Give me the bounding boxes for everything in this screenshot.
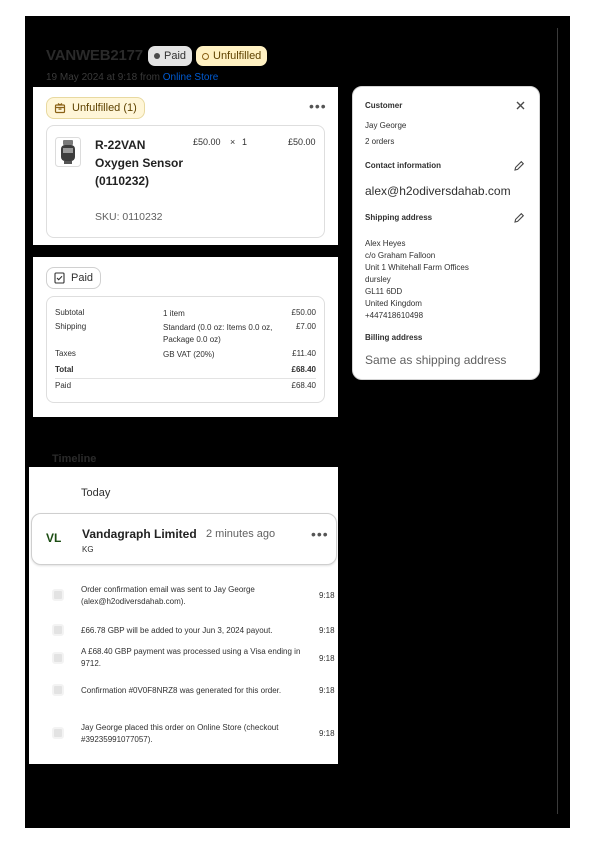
address-line: Alex Heyes: [365, 239, 406, 248]
shipping-heading: Shipping address: [365, 213, 433, 222]
customer-name[interactable]: Jay George: [365, 121, 407, 130]
summary-detail: GB VAT (20%): [163, 350, 215, 359]
summary-label: Subtotal: [55, 308, 85, 317]
billing-heading: Billing address: [365, 333, 423, 342]
timeline-event-time: 9:18: [319, 654, 335, 663]
timeline-event-time: 9:18: [319, 626, 335, 635]
payment-status-badge: [148, 46, 192, 66]
product-sku: SKU: 0110232: [95, 211, 163, 223]
customer-card: [352, 86, 540, 380]
unit-price: £50.00: [193, 137, 221, 147]
timeline-dot-icon: [52, 652, 64, 664]
paid-header: [46, 267, 101, 289]
product-thumbnail: [55, 137, 81, 167]
address-line: GL11 6DD: [365, 287, 403, 296]
address-line: +447418610498: [365, 311, 424, 320]
comment-author: Vandagraph Limited: [82, 527, 197, 541]
status-dot-icon: [154, 53, 160, 59]
timeline-day: Today: [81, 487, 111, 499]
timeline-event: Jay George placed this order on Online Store (checkout #39235991077057).: [81, 723, 279, 744]
payment-card: [33, 257, 338, 417]
customer-email[interactable]: alex@h2odiversdahab.com: [365, 184, 511, 198]
fulfillment-status-label: Unfulfilled: [213, 50, 262, 62]
address-line: dursley: [365, 275, 391, 284]
receipt-icon: [54, 272, 65, 284]
summary-label: Shipping: [55, 322, 87, 331]
order-date: [46, 72, 218, 83]
line-total: £50.00: [288, 137, 316, 147]
address-line: c/o Graham Falloon: [365, 251, 436, 260]
summary-amount: £7.00: [295, 322, 316, 331]
paid-label: Paid: [71, 272, 94, 284]
scrollbar-track[interactable]: [557, 28, 558, 814]
comment-text: KG: [82, 545, 94, 554]
timeline-dot-icon: [52, 684, 64, 696]
quantity: 1: [242, 137, 248, 147]
timeline-event: A £68.40 GBP payment was processed using a Visa ending in 9712.: [81, 647, 301, 668]
package-icon: [54, 102, 66, 114]
summary-amount: £68.40: [291, 381, 316, 390]
close-icon[interactable]: [516, 101, 525, 110]
order-date-text: 19 May 2024 at 9:18 from: [46, 72, 160, 83]
unfulfilled-label: Unfulfilled (1): [72, 102, 137, 114]
customer-orders[interactable]: 2 orders: [365, 137, 395, 146]
summary-amount: £68.40: [291, 365, 316, 374]
timeline-dot-icon: [52, 589, 64, 601]
summary-label: Paid: [55, 381, 72, 390]
comment-entry: [31, 513, 337, 565]
status-ring-icon: [202, 53, 209, 60]
timeline-event-time: 9:18: [319, 729, 335, 738]
summary-label: Taxes: [55, 349, 76, 358]
timeline-dot-icon: [52, 624, 64, 636]
timeline-heading: Timeline: [52, 453, 97, 465]
billing-value: Same as shipping address: [365, 353, 507, 367]
payment-status-label: Paid: [164, 50, 187, 62]
line-item: [46, 125, 325, 238]
timeline-event-time: 9:18: [319, 686, 335, 695]
order-number: VANWEB2177: [46, 47, 143, 64]
product-name[interactable]: R-22VAN Oxygen Sensor (0110232): [95, 138, 184, 188]
more-horizontal-icon[interactable]: •••: [309, 98, 327, 114]
customer-heading: Customer: [365, 101, 403, 110]
summary-detail: Standard (0.0 oz: Items 0.0 oz, Package 0.0 oz): [163, 323, 273, 344]
summary-label: Total: [55, 365, 74, 374]
timeline-dot-icon: [52, 727, 64, 739]
timeline-event: Confirmation #0V0F8NRZ8 was generated for this order.: [81, 686, 282, 695]
times-sign: ×: [230, 137, 236, 147]
unfulfilled-header: [46, 97, 145, 119]
timeline-card: [29, 467, 338, 764]
summary-divider: [55, 378, 316, 379]
timeline-event-time: 9:18: [319, 591, 335, 600]
contact-heading: Contact information: [365, 161, 441, 170]
summary-detail: 1 item: [163, 309, 185, 318]
address-line: Unit 1 Whitehall Farm Offices: [365, 263, 469, 272]
summary-amount: £11.40: [292, 349, 316, 358]
avatar: VL: [46, 531, 62, 545]
comment-time: 2 minutes ago: [206, 528, 276, 540]
fulfillment-card: [33, 87, 338, 245]
pencil-icon[interactable]: [513, 212, 525, 224]
timeline-event: £66.78 GBP will be added to your Jun 3, 2024 payout.: [81, 626, 273, 635]
fulfillment-status-badge: [196, 46, 267, 66]
timeline-event: Order confirmation email was sent to Jay George (alex@h2odiversdahab.com).: [81, 585, 255, 606]
channel-link[interactable]: Online Store: [162, 72, 219, 83]
pencil-icon[interactable]: [513, 160, 525, 172]
more-horizontal-icon[interactable]: •••: [311, 526, 329, 542]
summary-amount: £50.00: [291, 308, 316, 317]
shipping-address: [365, 238, 469, 322]
address-line: United Kingdom: [365, 299, 422, 308]
